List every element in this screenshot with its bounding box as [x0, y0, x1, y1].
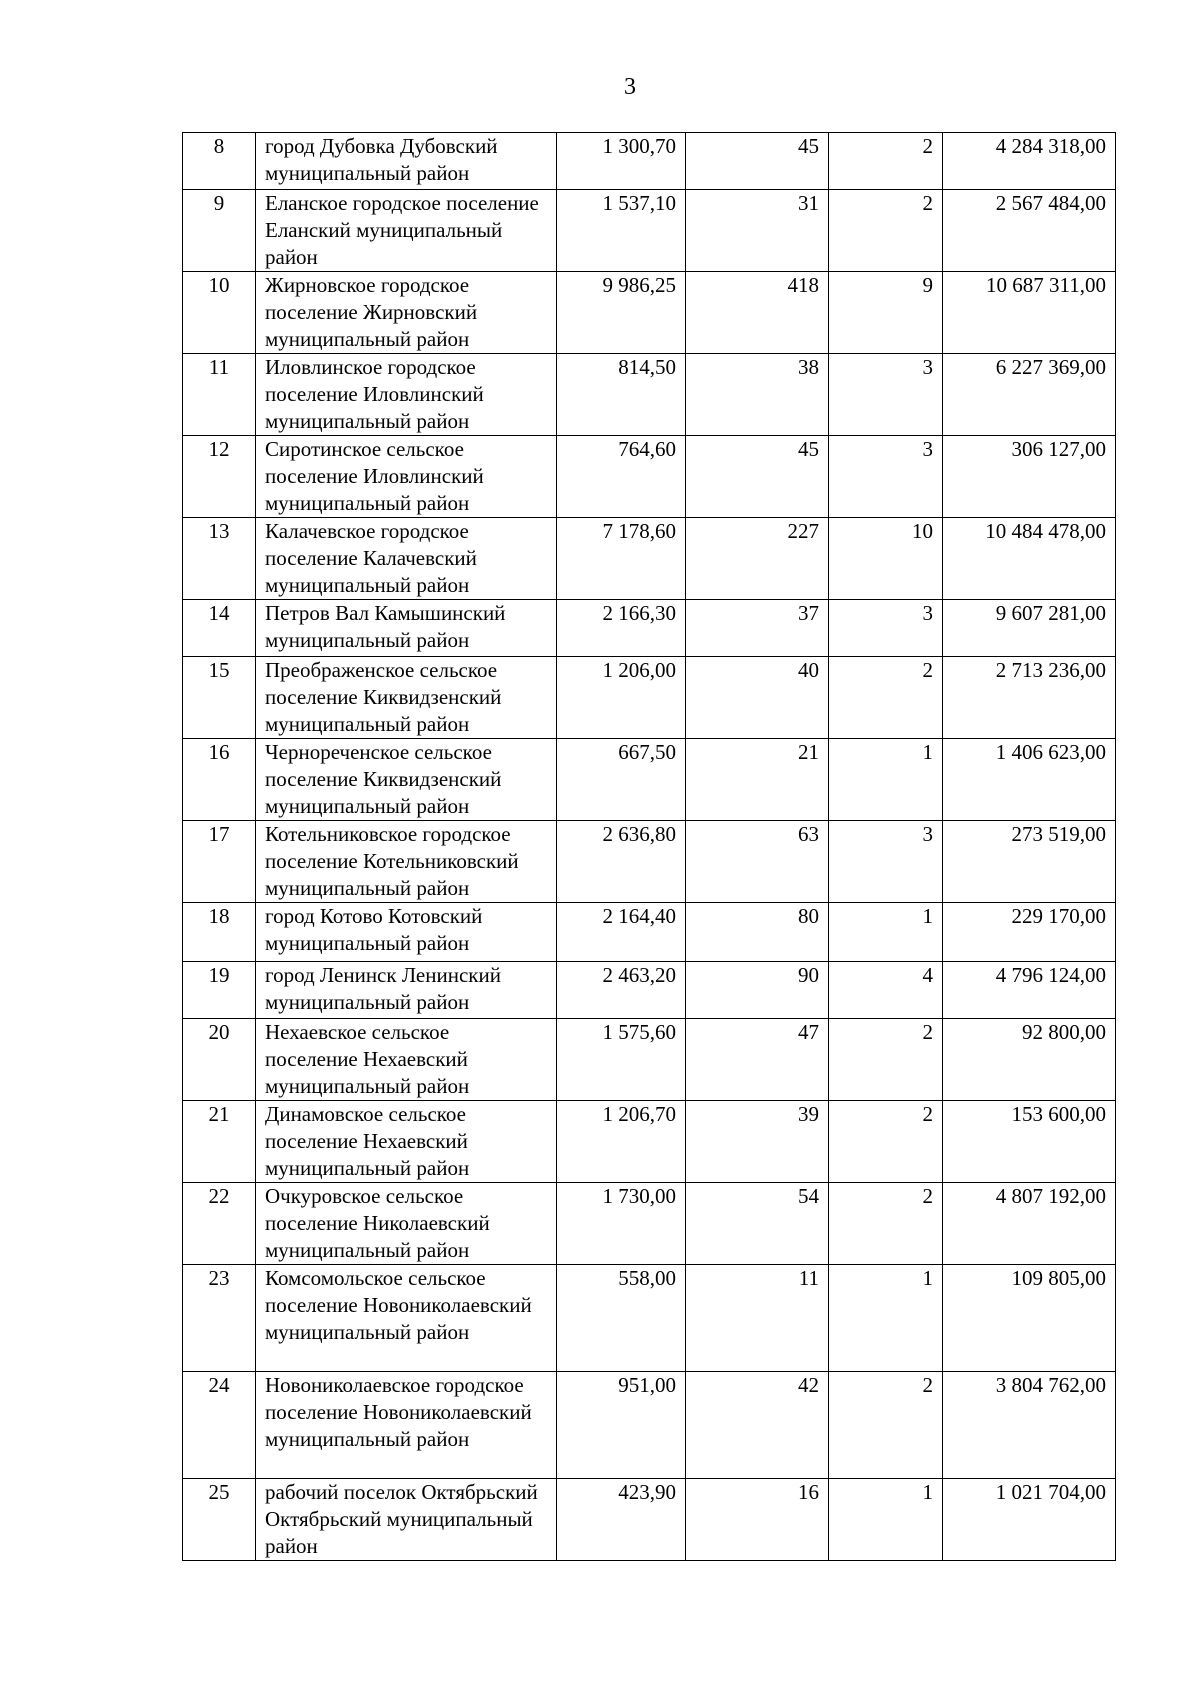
amount-cell: 9 607 281,00 — [943, 600, 1116, 657]
area-cell: 7 178,60 — [557, 518, 686, 600]
area-cell: 1 206,00 — [557, 657, 686, 739]
amount-cell: 109 805,00 — [943, 1265, 1116, 1372]
amount-cell: 10 484 478,00 — [943, 518, 1116, 600]
page-number: 3 — [624, 74, 636, 100]
table-row — [183, 1479, 1116, 1561]
row-number-cell: 11 — [183, 354, 256, 436]
amount-cell: 153 600,00 — [943, 1101, 1116, 1183]
table-row — [183, 518, 1116, 600]
area-cell: 1 575,60 — [557, 1019, 686, 1101]
population-cell: 40 — [686, 657, 829, 739]
row-number-cell: 21 — [183, 1101, 256, 1183]
population-cell: 38 — [686, 354, 829, 436]
count-cell: 1 — [829, 739, 943, 821]
amount-cell: 1 406 623,00 — [943, 739, 1116, 821]
count-cell: 2 — [829, 190, 943, 272]
amount-cell: 2 713 236,00 — [943, 657, 1116, 739]
row-number-cell: 15 — [183, 657, 256, 739]
municipality-name-cell: Комсомольское сельское поселение Новониколаевский муниципальный район — [256, 1265, 557, 1372]
count-cell: 3 — [829, 436, 943, 518]
table-row — [183, 821, 1116, 903]
table-row — [183, 354, 1116, 436]
municipality-name-cell: город Дубовка Дубовский муниципальный район — [256, 133, 557, 190]
count-cell: 1 — [829, 1479, 943, 1561]
amount-cell: 4 284 318,00 — [943, 133, 1116, 190]
amount-cell: 306 127,00 — [943, 436, 1116, 518]
row-number-cell: 10 — [183, 272, 256, 354]
municipality-name-cell: Динамовское сельское поселение Нехаевский муниципальный район — [256, 1101, 557, 1183]
count-cell: 3 — [829, 821, 943, 903]
municipality-name-cell: Преображенское сельское поселение Киквидзенский муниципальный район — [256, 657, 557, 739]
row-number-cell: 17 — [183, 821, 256, 903]
area-cell: 9 986,25 — [557, 272, 686, 354]
amount-cell: 4 796 124,00 — [943, 962, 1116, 1019]
table-row — [183, 1101, 1116, 1183]
count-cell: 10 — [829, 518, 943, 600]
row-number-cell: 16 — [183, 739, 256, 821]
amount-cell: 6 227 369,00 — [943, 354, 1116, 436]
population-cell: 42 — [686, 1372, 829, 1479]
amount-cell: 1 021 704,00 — [943, 1479, 1116, 1561]
area-cell: 2 166,30 — [557, 600, 686, 657]
row-number-cell: 24 — [183, 1372, 256, 1479]
table-row — [183, 190, 1116, 272]
table-row — [183, 1265, 1116, 1372]
municipality-name-cell: Еланское городское поселение Еланский муниципальный район — [256, 190, 557, 272]
population-cell: 47 — [686, 1019, 829, 1101]
table-row — [183, 133, 1116, 190]
row-number-cell: 18 — [183, 903, 256, 962]
area-cell: 1 730,00 — [557, 1183, 686, 1265]
area-cell: 558,00 — [557, 1265, 686, 1372]
municipality-name-cell: Иловлинское городское поселение Иловлинский муниципальный район — [256, 354, 557, 436]
municipality-name-cell: Калачевское городское поселение Калачевский муниципальный район — [256, 518, 557, 600]
data-table — [182, 132, 1116, 1561]
municipality-name-cell: Чернореченское сельское поселение Киквидзенский муниципальный район — [256, 739, 557, 821]
area-cell: 764,60 — [557, 436, 686, 518]
municipality-name-cell: Котельниковское городское поселение Котельниковский муниципальный район — [256, 821, 557, 903]
population-cell: 63 — [686, 821, 829, 903]
count-cell: 2 — [829, 657, 943, 739]
row-number-cell: 25 — [183, 1479, 256, 1561]
row-number-cell: 8 — [183, 133, 256, 190]
table-body — [183, 133, 1116, 1561]
amount-cell: 4 807 192,00 — [943, 1183, 1116, 1265]
count-cell: 1 — [829, 903, 943, 962]
municipality-name-cell: город Котово Котовский муниципальный район — [256, 903, 557, 962]
population-cell: 21 — [686, 739, 829, 821]
table-row — [183, 657, 1116, 739]
area-cell: 951,00 — [557, 1372, 686, 1479]
municipality-name-cell: Жирновское городское поселение Жирновский муниципальный район — [256, 272, 557, 354]
municipality-name-cell: Нехаевское сельское поселение Нехаевский муниципальный район — [256, 1019, 557, 1101]
municipality-name-cell: Новониколаевское городское поселение Новониколаевский муниципальный район — [256, 1372, 557, 1479]
area-cell: 1 537,10 — [557, 190, 686, 272]
municipality-name-cell: Петров Вал Камышинский муниципальный район — [256, 600, 557, 657]
population-cell: 227 — [686, 518, 829, 600]
population-cell: 16 — [686, 1479, 829, 1561]
population-cell: 54 — [686, 1183, 829, 1265]
area-cell: 2 164,40 — [557, 903, 686, 962]
count-cell: 2 — [829, 1101, 943, 1183]
table-row — [183, 272, 1116, 354]
table-row — [183, 1183, 1116, 1265]
amount-cell: 273 519,00 — [943, 821, 1116, 903]
count-cell: 4 — [829, 962, 943, 1019]
population-cell: 11 — [686, 1265, 829, 1372]
table-row — [183, 1372, 1116, 1479]
population-cell: 31 — [686, 190, 829, 272]
population-cell: 39 — [686, 1101, 829, 1183]
table-row — [183, 962, 1116, 1019]
row-number-cell: 13 — [183, 518, 256, 600]
count-cell: 1 — [829, 1265, 943, 1372]
area-cell: 2 463,20 — [557, 962, 686, 1019]
row-number-cell: 20 — [183, 1019, 256, 1101]
count-cell: 3 — [829, 354, 943, 436]
amount-cell: 2 567 484,00 — [943, 190, 1116, 272]
count-cell: 2 — [829, 133, 943, 190]
row-number-cell: 23 — [183, 1265, 256, 1372]
table-row — [183, 600, 1116, 657]
area-cell: 423,90 — [557, 1479, 686, 1561]
municipality-name-cell: город Ленинск Ленинский муниципальный район — [256, 962, 557, 1019]
row-number-cell: 9 — [183, 190, 256, 272]
area-cell: 2 636,80 — [557, 821, 686, 903]
population-cell: 418 — [686, 272, 829, 354]
row-number-cell: 22 — [183, 1183, 256, 1265]
area-cell: 814,50 — [557, 354, 686, 436]
table-row — [183, 903, 1116, 962]
population-cell: 80 — [686, 903, 829, 962]
row-number-cell: 12 — [183, 436, 256, 518]
count-cell: 2 — [829, 1183, 943, 1265]
table-row — [183, 1019, 1116, 1101]
population-cell: 45 — [686, 436, 829, 518]
municipality-name-cell: Сиротинское сельское поселение Иловлинский муниципальный район — [256, 436, 557, 518]
amount-cell: 92 800,00 — [943, 1019, 1116, 1101]
municipality-name-cell: рабочий поселок Октябрьский Октябрьский муниципальный район — [256, 1479, 557, 1561]
population-cell: 45 — [686, 133, 829, 190]
area-cell: 1 300,70 — [557, 133, 686, 190]
count-cell: 2 — [829, 1019, 943, 1101]
amount-cell: 10 687 311,00 — [943, 272, 1116, 354]
table-row — [183, 436, 1116, 518]
row-number-cell: 19 — [183, 962, 256, 1019]
amount-cell: 3 804 762,00 — [943, 1372, 1116, 1479]
count-cell: 2 — [829, 1372, 943, 1479]
count-cell: 3 — [829, 600, 943, 657]
area-cell: 667,50 — [557, 739, 686, 821]
count-cell: 9 — [829, 272, 943, 354]
population-cell: 90 — [686, 962, 829, 1019]
population-cell: 37 — [686, 600, 829, 657]
municipality-name-cell: Очкуровское сельское поселение Николаевский муниципальный район — [256, 1183, 557, 1265]
table-row — [183, 739, 1116, 821]
amount-cell: 229 170,00 — [943, 903, 1116, 962]
area-cell: 1 206,70 — [557, 1101, 686, 1183]
row-number-cell: 14 — [183, 600, 256, 657]
